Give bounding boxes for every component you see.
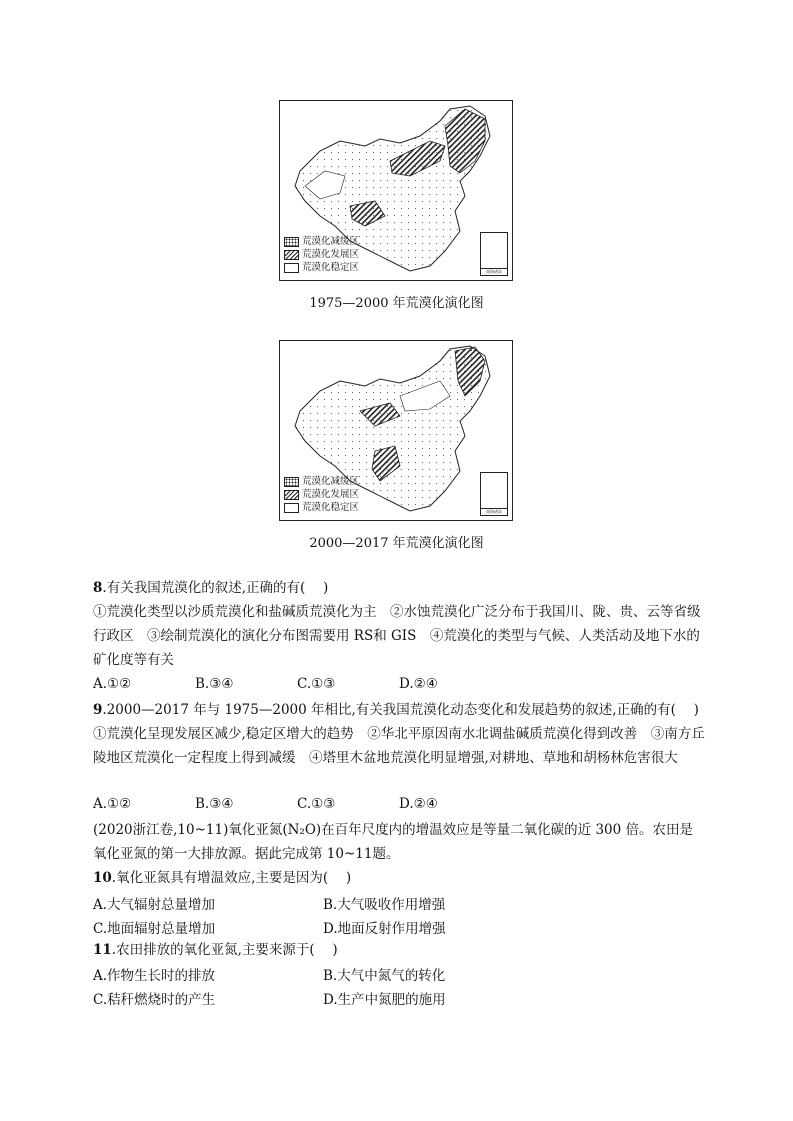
passage-text: (2020浙江卷,10~11)氧化亚氮(N₂O)在百年尺度内的增温效应是等量二氧化碳的近 300 倍。农田是氧化亚氮的第一大排放源。据此完成第 10~11题。 (93, 822, 694, 862)
legend-item-stable: 荒漠化稳定区 (284, 501, 359, 514)
question-9-options (93, 796, 653, 812)
option-b[interactable]: B.大气吸收作用增强 (323, 897, 446, 913)
option-b[interactable]: B.③④ (195, 796, 234, 812)
question-10-stem: 10.氧化亚氮具有增温效应,主要是因为( ) (93, 870, 352, 886)
legend-item-decrease: 荒漠化减缓区 (284, 235, 359, 248)
question-11-stem: 11.农田排放的氧化亚氮,主要来源于( ) (93, 942, 338, 958)
figure-caption-2: 2000—2017 年荒漠化演化图 (309, 536, 484, 551)
south-china-sea-inset: 南海诸岛 (480, 232, 508, 276)
question-8-stem: 8.有关我国荒漠化的叙述,正确的有( ) (93, 580, 329, 596)
option-a[interactable]: A.作物生长时的排放 (93, 968, 216, 984)
question-10-options-row-1 (93, 893, 653, 913)
legend-item-develop: 荒漠化发展区 (284, 488, 359, 501)
legend-item-decrease: 荒漠化减缓区 (284, 475, 359, 488)
question-8-body: ①荒漠化类型以沙质荒漠化和盐碱质荒漠化为主 ②水蚀荒漠化广泛分布于我国川、陇、贵、云等省级行政区 ③绘制荒漠化的演化分布图需要用 RS和 GIS ④荒漠化的类型与气候、人类活动及地下水的矿化度等有关 (93, 604, 701, 668)
south-china-sea-inset: 南海诸岛 (480, 472, 508, 516)
figure-caption-1: 1975—2000 年荒漠化演化图 (309, 296, 484, 311)
option-d[interactable]: D.生产中氮肥的施用 (323, 992, 446, 1008)
option-c[interactable]: C.地面辐射总量增加 (93, 921, 216, 937)
option-b[interactable]: B.大气中氮气的转化 (323, 968, 446, 984)
option-d[interactable]: D.②④ (399, 676, 438, 692)
question-number: 8 (93, 580, 103, 596)
question-11-options-row-1 (93, 964, 653, 984)
option-c[interactable]: C.秸秆燃烧时的产生 (93, 992, 216, 1008)
question-9-body: ①荒漠化呈现发展区减少,稳定区增大的趋势 ②华北平原因南水北调盐碱质荒漠化得到改善 ③南方丘陵地区荒漠化一定程度上得到减缓 ④塔里木盆地荒漠化明显增强,对耕地、草地和胡杨林危害很大 (93, 726, 705, 766)
desertification-map-2000-2017 (279, 340, 513, 521)
question-10-options-row-2 (93, 917, 653, 937)
map-legend (284, 235, 359, 274)
desertification-map-1975-2000 (279, 100, 513, 281)
question-number: 10 (93, 870, 112, 886)
question-8-options (93, 676, 653, 692)
question-number: 11 (93, 942, 112, 958)
question-number: 9 (93, 702, 103, 718)
legend-item-stable: 荒漠化稳定区 (284, 261, 359, 274)
option-d[interactable]: D.②④ (399, 796, 438, 812)
option-a[interactable]: A.①② (93, 796, 132, 812)
legend-item-develop: 荒漠化发展区 (284, 248, 359, 261)
option-b[interactable]: B.③④ (195, 676, 234, 692)
question-9-stem: 9.2000—2017 年与 1975—2000 年相比,有关我国荒漠化动态变化和发展趋势的叙述,正确的有( ) (93, 702, 699, 718)
map-legend (284, 475, 359, 514)
option-a[interactable]: A.大气辐射总量增加 (93, 897, 216, 913)
option-d[interactable]: D.地面反射作用增强 (323, 921, 446, 937)
option-c[interactable]: C.①③ (297, 676, 336, 692)
option-c[interactable]: C.①③ (297, 796, 336, 812)
option-a[interactable]: A.①② (93, 676, 132, 692)
question-11-options-row-2 (93, 988, 653, 1008)
